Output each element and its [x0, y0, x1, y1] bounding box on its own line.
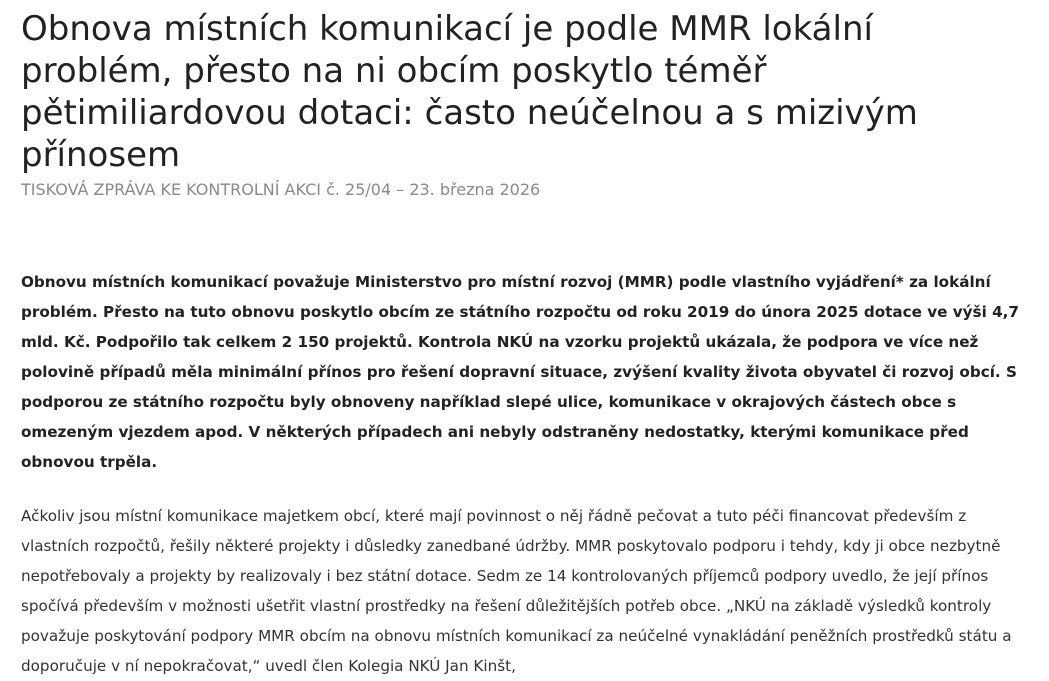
- press-release-article: [21, 0, 1031, 681]
- article-lead-paragraph: Obnovu místních komunikací považuje Ministerstvo pro místní rozvoj (MMR) podle vlastního vyjádření* za lokální problém. Přesto na tuto obnovu poskytlo obcím ze státního rozpočtu od roku 2019 do února 2025 dotace ve výši 4,7 mld. Kč. Podpořilo tak celkem 2 150 projektů. Kontrola NKÚ na vzorku projektů ukázala, že podpora ve více než polovině případů měla minimální přínos pro řešení dopravní situace, zvýšení kvality života obyvatel či rozvoj obcí. S podporou ze státního rozpočtu byly obnoveny například slepé ulice, komunikace v okrajových částech obce s omezeným vjezdem apod. V některých případech ani nebyly odstraněny nedostatky, kterými komunikace před obnovou trpěla.: [21, 273, 1019, 471]
- article-title: Obnova místních komunikací je podle MMR lokální problém, přesto na ni obcím poskytlo téměř pětimiliardovou dotaci: často neúčelnou a s mizivým přínosem: [21, 9, 918, 175]
- article-subtitle: TISKOVÁ ZPRÁVA KE KONTROLNÍ AKCI č. 25/04 – 23. března 2026: [21, 180, 541, 199]
- article-body-paragraph: Ačkoliv jsou místní komunikace majetkem obcí, které mají povinnost o něj řádně pečovat a tuto péči financovat především z vlastních rozpočtů, řešily některé projekty i důsledky zanedbané údržby. MMR poskytovalo podporu i tehdy, kdy ji obce nezbytně nepotřebovaly a projekty by realizovaly i bez státní dotace. Sedm ze 14 kontrolovaných příjemců podpory uvedlo, že její přínos spočívá především v možnosti ušetřit vlastní prostředky na řešení důležitějších potřeb obce. „NKÚ na základě výsledků kontroly považuje poskytování podpory MMR obcím na obnovu místních komunikací za neúčelné vynakládání peněžních prostředků státu a doporučuje v ní nepokračovat,“ uvedl člen Kolegia NKÚ Jan Kinšt,: [21, 507, 1012, 675]
